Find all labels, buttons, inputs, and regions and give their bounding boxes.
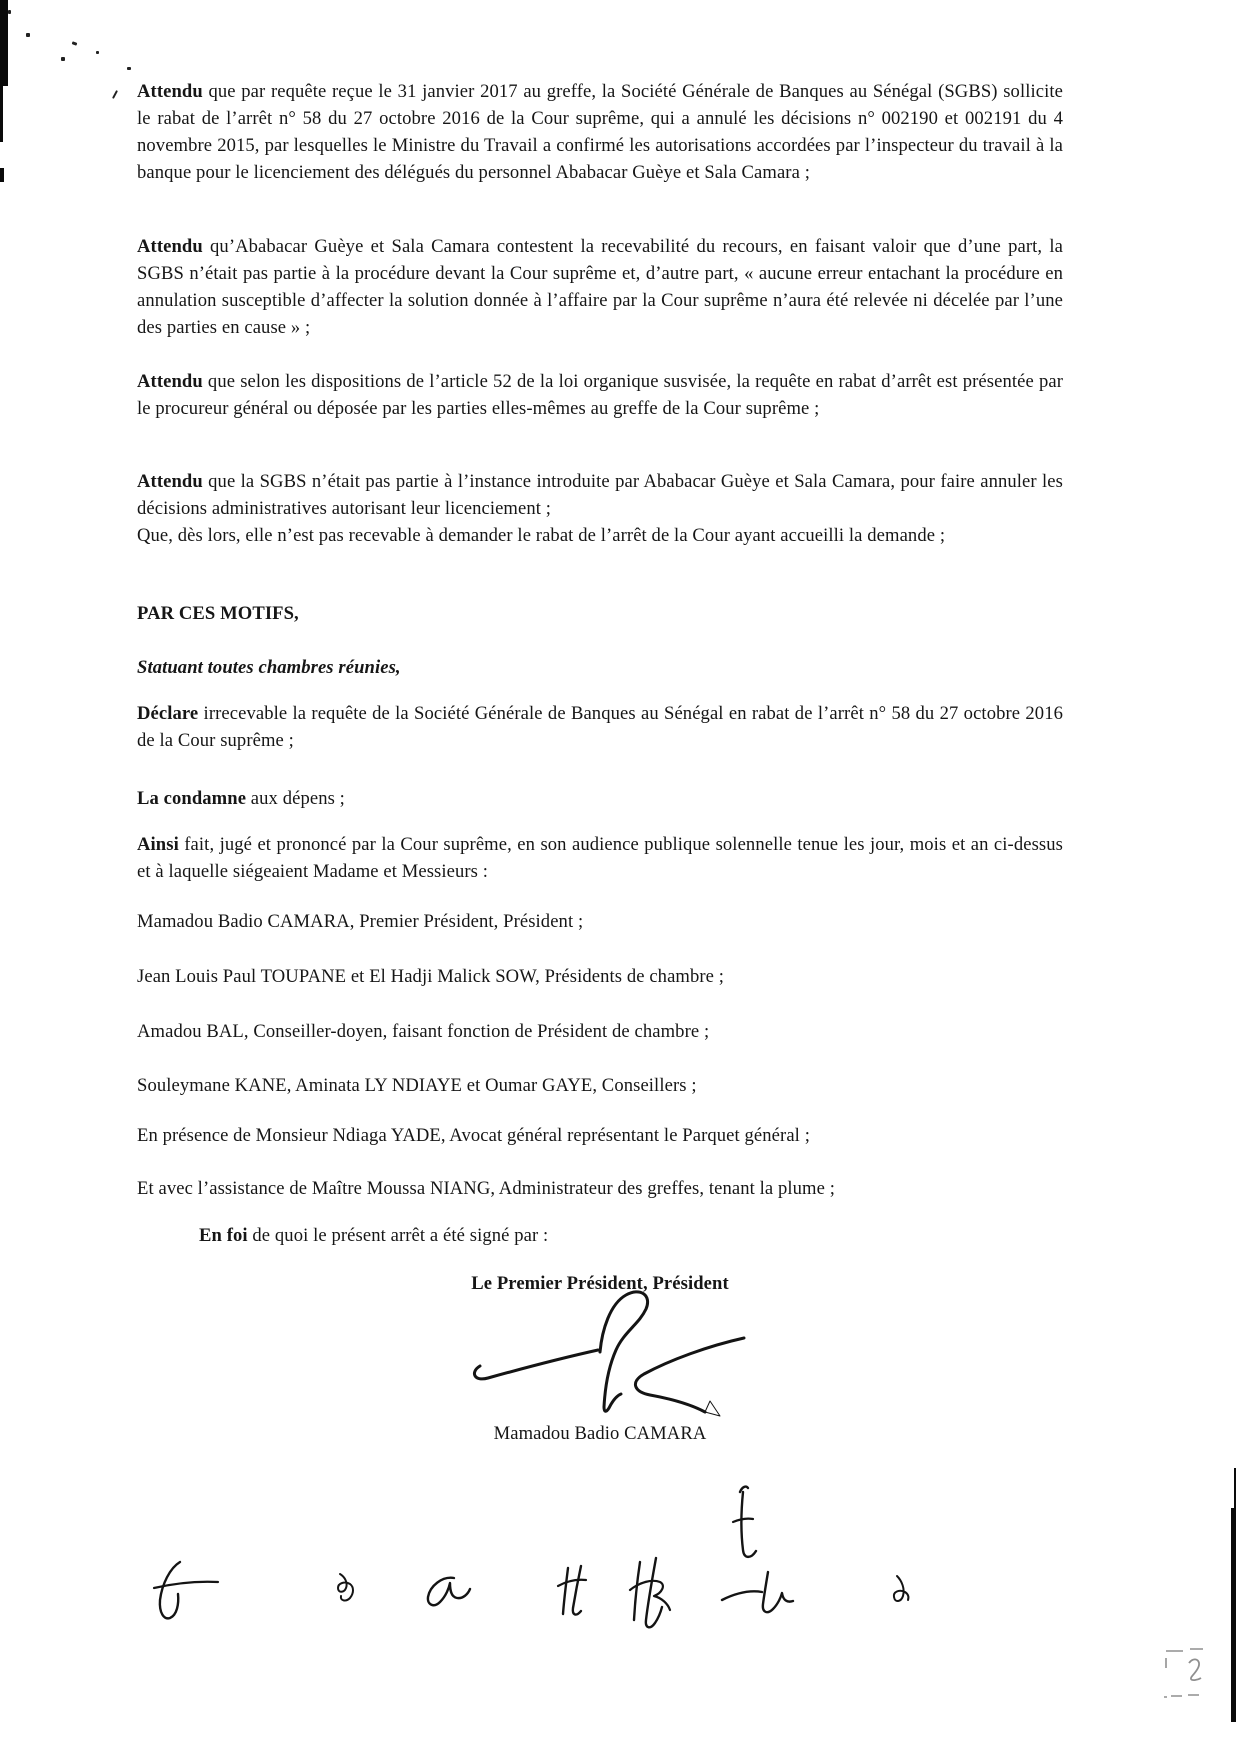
president-signature-handwriting [458,1288,758,1420]
paragraph-lead: Attendu [137,471,203,492]
line-text: Amadou BAL, Conseiller-doyen, faisant fonction de Président de chambre ; [137,1021,710,1042]
scan-speck [112,90,118,99]
scan-edge-line-right-thin [1234,1468,1236,1510]
paragraph-attendu-1 [137,78,1063,186]
heading-par-ces-motifs [137,600,1063,627]
paragraph-text: qu’Ababacar Guèye et Sala Camara contestent la recevabilité du recours, en faisant valoir que d’une part, la SGBS n’était pas partie à la procédure devant la Cour suprême et, d’autre part, « aucune erreur entachant la procédure en annulation susceptible d’affecter la solution donnée à l’affaire par la Cour suprême n’aura été relevée ni décelée par l’une des parties en cause » ; [137,236,1063,338]
line-judge-camara [137,908,1063,935]
line-text: Et avec l’assistance de Maître Moussa NIANG, Administrateur des greffes, tenant la plume ; [137,1178,835,1199]
line-judge-bal [137,1018,1063,1045]
heading-text: PAR CES MOTIFS, [137,603,299,624]
line-greffier [137,1175,1063,1202]
paragraph-text: irrecevable la requête de la Société Générale de Banques au Sénégal en rabat de l’arrêt n° 58 du 27 octobre 2016 de la Cour suprême ; [137,703,1063,751]
paragraph-text: que selon les dispositions de l’article 52 de la loi organique susvisée, la requête en rabat d’arrêt est présentée par le procureur général ou déposée par les parties elles-mêmes au greffe de la Cour suprême ; [137,371,1063,419]
scan-speck [26,33,30,37]
paragraph-lead: En foi [199,1225,248,1246]
heading-statuant [137,654,1063,681]
line-judges-kane-ndiaye-gaye [137,1072,1063,1099]
margin-initials-handwriting [100,1470,960,1640]
scan-speck [127,67,131,70]
paragraph-text: Que, dès lors, elle n’est pas recevable à demander le rabat de l’arrêt de la Cour ayant accueilli la demande ; [137,525,946,546]
paragraph-attendu-4 [137,468,1063,522]
pencil-page-mark [1158,1638,1222,1708]
scan-speck [61,57,65,61]
scan-speck [72,41,78,46]
paragraph-text: fait, jugé et prononcé par la Cour suprême, en son audience publique solennelle tenue les jour, mois et an ci-dessus et à laquelle siégeaient Madame et Messieurs : [137,834,1063,882]
line-text: En présence de Monsieur Ndiaga YADE, Avocat général représentant le Parquet général ; [137,1125,810,1146]
paragraph-text: aux dépens ; [246,788,345,809]
paragraph-text: de quoi le présent arrêt a été signé par : [247,1225,549,1246]
scan-edge-line-left-thin [0,86,3,142]
paragraph-lead: La condamne [137,788,247,809]
signature-signer-name [137,1420,1063,1447]
signature-title-text: Le Premier Président, Président [471,1273,729,1294]
line-text: Mamadou Badio CAMARA, Premier Président, Président ; [137,911,584,932]
line-avocat-general [137,1122,1063,1149]
scan-speck [8,10,11,14]
paragraph-attendu-3 [137,368,1063,422]
paragraph-attendu-2 [137,233,1063,341]
paragraph-que-des-lors [137,522,1063,549]
heading-text: Statuant toutes chambres réunies, [137,657,401,678]
paragraph-condamne [137,785,1063,812]
paragraph-lead: Ainsi [137,834,179,855]
scan-edge-tick-left [0,168,4,182]
paragraph-text: que par requête reçue le 31 janvier 2017 au greffe, la Société Générale de Banques au Sénégal (SGBS) sollicite le rabat de l’arrêt n° 58 du 27 octobre 2016 de la Cour suprême, qui a annulé les décisions n° 002190 et 002191 du 4 novembre 2015, par lesquelles le Ministre du Travail a confirmé les autorisations accordées par l’inspecteur du travail à la banque pour le licenciement des délégués du personnel Ababacar Guèye et Sala Camara ; [137,81,1063,183]
paragraph-ainsi [137,831,1063,885]
scan-edge-line-right [1231,1508,1236,1722]
paragraph-lead: Attendu [137,236,203,257]
paragraph-declare [137,700,1063,754]
scan-edge-line-left [0,0,8,86]
paragraph-lead: Attendu [137,371,203,392]
paragraph-en-foi [137,1222,1063,1249]
scan-speck [96,51,99,54]
line-text: Souleymane KANE, Aminata LY NDIAYE et Oumar GAYE, Conseillers ; [137,1075,697,1096]
signer-name-text: Mamadou Badio CAMARA [493,1423,707,1444]
paragraph-text: que la SGBS n’était pas partie à l’instance introduite par Ababacar Guèye et Sala Camara, pour faire annuler les décisions administratives autorisant leur licenciement ; [137,471,1063,519]
paragraph-lead: Attendu [137,81,203,102]
line-text: Jean Louis Paul TOUPANE et El Hadji Malick SOW, Présidents de chambre ; [137,966,725,987]
paragraph-lead: Déclare [137,703,199,724]
line-judges-toupane-sow [137,963,1063,990]
